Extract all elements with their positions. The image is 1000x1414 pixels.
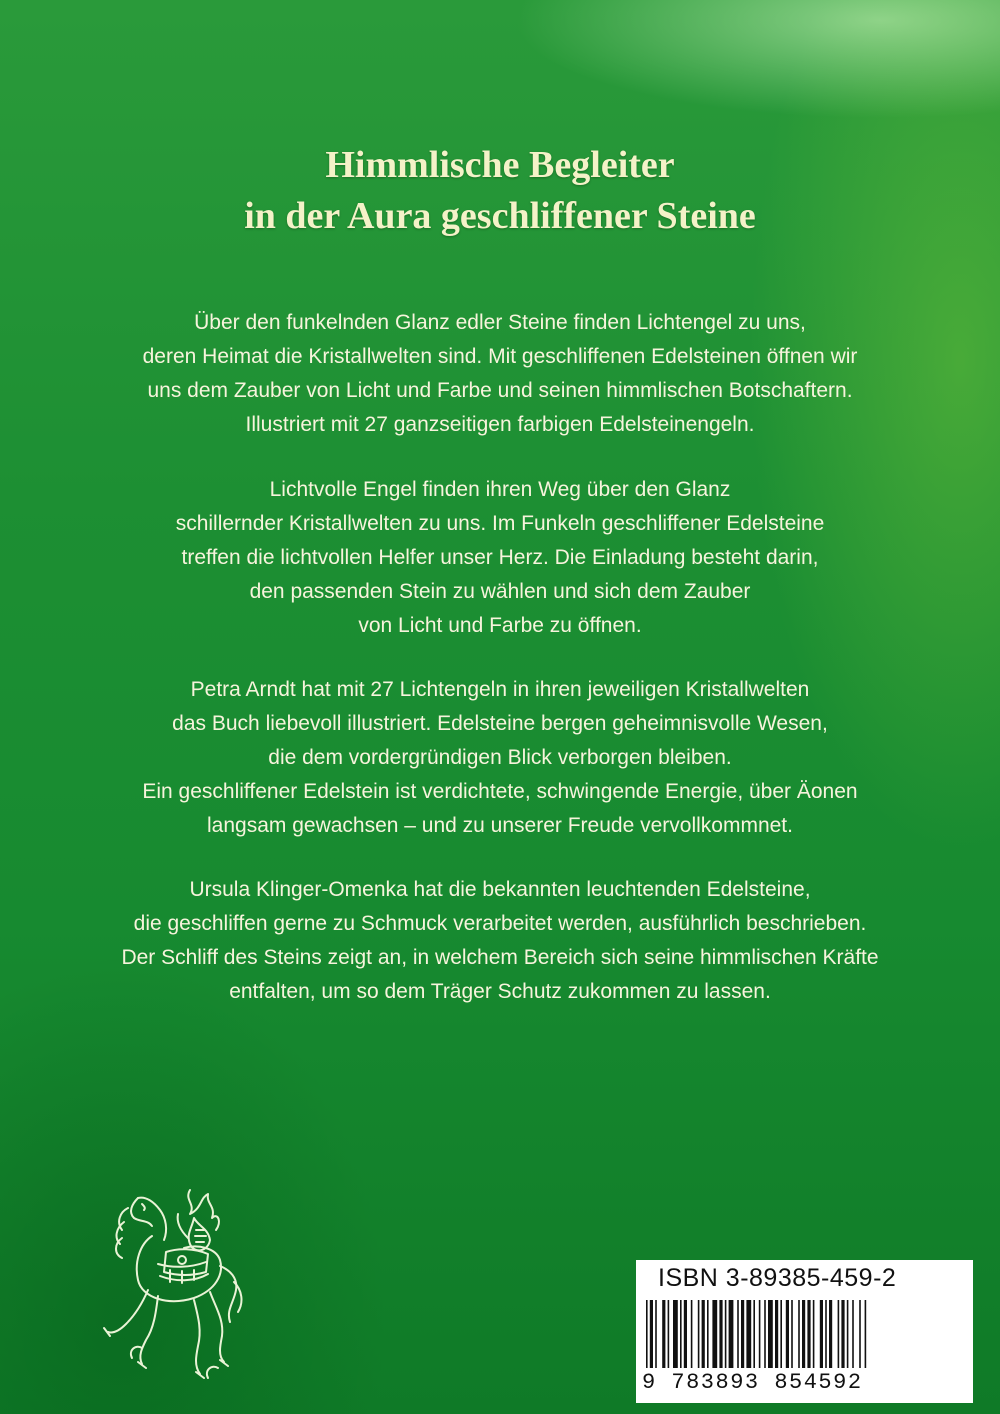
barcode-bar: [798, 1300, 800, 1368]
barcode-bar: [684, 1300, 687, 1368]
text-line: deren Heimat die Kristallwelten sind. Mit geschliffenen Edelsteinen öffnen wir: [142, 345, 858, 368]
text-line: Der Schliff des Steins zeigt an, in welchem Bereich sich seine himmlischen Kräfte: [121, 946, 879, 969]
barcode-bar: [753, 1300, 755, 1368]
windhorse-emblem-icon: [98, 1178, 250, 1390]
isbn-label: ISBN 3-89385-459-2: [658, 1264, 897, 1292]
text-line: uns dem Zauber von Licht und Farbe und seinen himmlischen Botschaftern.: [147, 379, 853, 402]
barcode-bar: [719, 1300, 722, 1368]
text-line: entfalten, um so dem Träger Schutz zukommen zu lassen.: [229, 980, 771, 1003]
blurb-paragraph-1: [0, 306, 1000, 442]
isbn-barcode: [636, 1260, 973, 1403]
barcode-bar: [646, 1300, 648, 1368]
barcode-bar: [737, 1300, 739, 1368]
barcode-bar: [698, 1300, 700, 1368]
cover-title: [0, 140, 1000, 242]
barcode-bar: [825, 1300, 827, 1368]
barcode-bar: [865, 1300, 867, 1368]
text-line: Lichtvolle Engel finden ihren Weg über den Glanz: [269, 478, 731, 501]
barcode-bar: [791, 1300, 793, 1368]
barcode-bar: [662, 1300, 665, 1368]
blurb-paragraph-4: [0, 873, 1000, 1009]
barcode-digits: 9 783893 854592: [642, 1370, 863, 1395]
barcode-bar: [702, 1300, 705, 1368]
barcode-bar: [802, 1300, 805, 1368]
text-line: schillernder Kristallwelten zu uns. Im Funkeln geschliffener Edelsteine: [175, 512, 825, 535]
barcode-bar: [813, 1300, 815, 1368]
text-line: treffen die lichtvollen Helfer unser Herz. Die Einladung besteht darin,: [181, 546, 819, 569]
text-line: den passenden Stein zu wählen und sich dem Zauber: [249, 580, 751, 603]
barcode-bar: [759, 1300, 761, 1368]
barcode-bar: [820, 1300, 823, 1368]
barcode-bar: [691, 1300, 693, 1368]
barcode-bar: [650, 1300, 653, 1368]
barcode-bar: [746, 1300, 751, 1368]
barcode-bar: [775, 1300, 778, 1368]
barcode-bar: [680, 1300, 682, 1368]
barcode-bar: [807, 1300, 810, 1368]
barcode-bar: [712, 1300, 717, 1368]
text-line: langsam gewachsen – und zu unserer Freude vervollkommnet.: [207, 814, 793, 837]
text-line: Illustriert mit 27 ganzseitigen farbigen Edelsteinengeln.: [245, 413, 755, 436]
barcode-bar: [841, 1300, 844, 1368]
text-line: Ursula Klinger-Omenka hat die bekannten leuchtenden Edelsteine,: [189, 878, 811, 901]
barcode-bar: [859, 1300, 861, 1368]
barcode-bar: [729, 1300, 734, 1368]
barcode-bar: [725, 1300, 727, 1368]
barcode-bar: [786, 1300, 789, 1368]
title-line-1: Himmlische Begleiter: [325, 144, 675, 186]
barcode-bar: [780, 1300, 782, 1368]
barcode-bar: [668, 1300, 670, 1368]
barcode-bar: [829, 1300, 832, 1368]
barcode-bar: [673, 1300, 678, 1368]
text-line: Über den funkelnden Glanz edler Steine finden Lichtengel zu uns,: [194, 311, 806, 334]
text-line: die dem vordergründigen Blick verborgen bleiben.: [268, 746, 732, 769]
blurb-paragraph-2: [0, 473, 1000, 643]
barcode-bar: [847, 1300, 849, 1368]
barcode-bar: [852, 1300, 854, 1368]
barcode-bar: [741, 1300, 744, 1368]
barcode-bar: [838, 1300, 840, 1368]
blurb-paragraph-3: [0, 673, 1000, 843]
barcode-bar: [768, 1300, 773, 1368]
barcode-bar: [655, 1300, 657, 1368]
text-line: Petra Arndt hat mit 27 Lichtengeln in ihren jeweiligen Kristallwelten: [190, 678, 810, 701]
text-line: das Buch liebevoll illustriert. Edelsteine bergen geheimnisvolle Wesen,: [172, 712, 828, 735]
text-line: Ein geschliffener Edelstein ist verdichtete, schwingende Energie, über Äonen: [142, 780, 858, 803]
barcode-bar: [707, 1300, 709, 1368]
barcode-bar: [764, 1300, 766, 1368]
title-line-2: in der Aura geschliffener Steine: [244, 195, 756, 237]
text-line: die geschliffen gerne zu Schmuck verarbeitet werden, ausführlich beschrieben.: [133, 912, 867, 935]
text-line: von Licht und Farbe zu öffnen.: [358, 614, 642, 637]
